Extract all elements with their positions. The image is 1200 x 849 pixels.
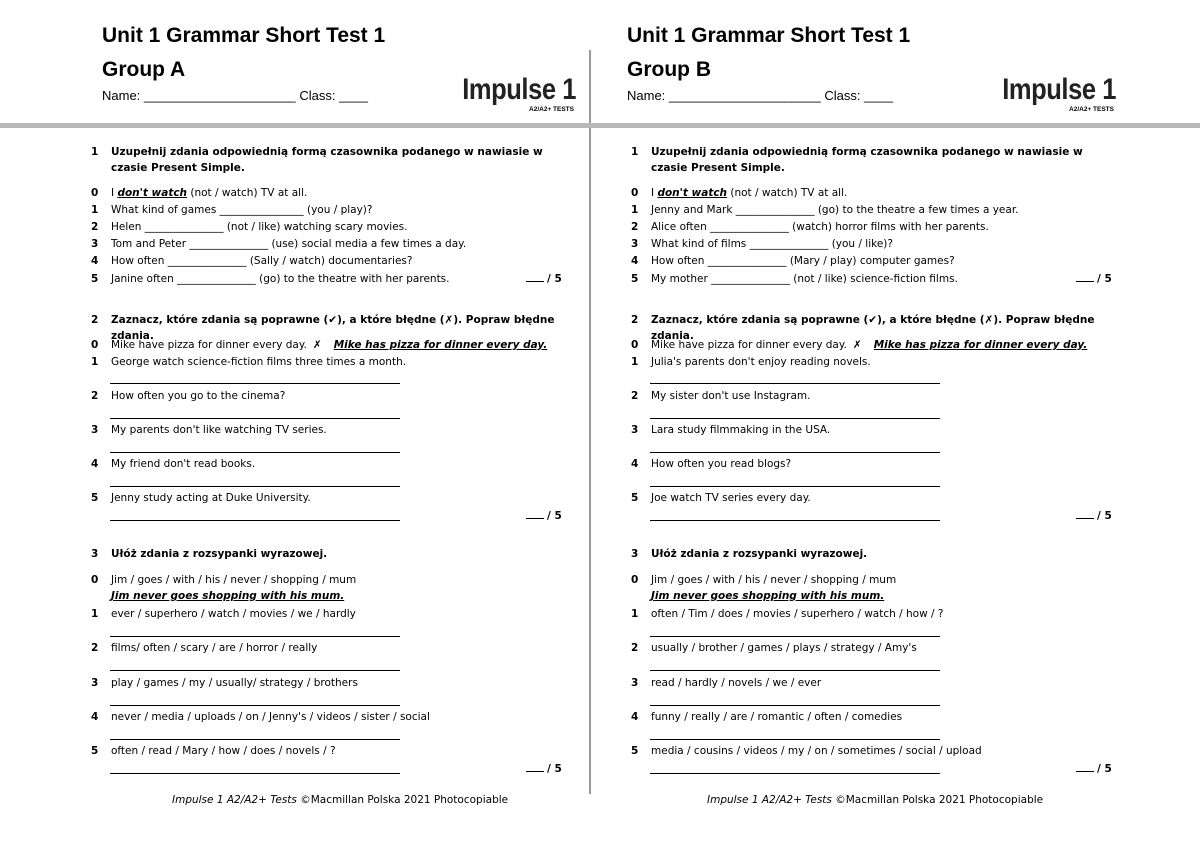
correction-item: George watch science-fiction films three times a month. xyxy=(111,356,407,368)
name-class-field[interactable]: Name: _____________________ Class: ____ xyxy=(627,88,893,103)
gap-fill-item[interactable]: My mother _______________ (not / like) science-fiction films. xyxy=(651,273,958,285)
item-number: 1 xyxy=(91,356,99,368)
score-box[interactable]: / 5 xyxy=(1076,762,1112,775)
item-number: 5 xyxy=(631,745,639,757)
score-box[interactable]: / 5 xyxy=(1076,272,1112,285)
score-box[interactable]: / 5 xyxy=(1076,509,1112,522)
scramble-item: media / cousins / videos / my / on / sometimes / social / upload xyxy=(651,745,982,757)
answer-line[interactable] xyxy=(110,486,400,487)
item-number: 5 xyxy=(91,745,99,757)
gap-fill-item[interactable]: How often _______________ (Sally / watch) documentaries? xyxy=(111,255,413,267)
score-box[interactable]: / 5 xyxy=(526,509,562,522)
gap-fill-item[interactable]: Jenny and Mark _______________ (go) to the theatre a few times a year. xyxy=(651,204,1019,216)
exercise-number: 1 xyxy=(631,146,639,158)
answer-line[interactable] xyxy=(110,705,400,706)
example-sentence: Mike have pizza for dinner every day. ✗ Mike has pizza for dinner every day. xyxy=(651,339,1088,351)
item-number: 4 xyxy=(91,711,99,723)
item-number: 5 xyxy=(631,273,639,285)
answer-line[interactable] xyxy=(650,383,940,384)
item-number: 5 xyxy=(91,273,99,285)
answer-line[interactable] xyxy=(110,418,400,419)
correction-item: How often you go to the cinema? xyxy=(111,390,286,402)
answer-line[interactable] xyxy=(650,636,940,637)
item-number: 2 xyxy=(91,221,99,233)
scramble-item: ever / superhero / watch / movies / we / hardly xyxy=(111,608,356,620)
item-number: 0 xyxy=(91,339,99,351)
example-prompt: Jim / goes / with / his / never / shopping / mum xyxy=(111,574,357,586)
example-answer: don't watch xyxy=(657,187,728,199)
score-box[interactable]: / 5 xyxy=(526,272,562,285)
item-number: 0 xyxy=(631,339,639,351)
item-number: 3 xyxy=(631,677,639,689)
correction-item: My sister don't use Instagram. xyxy=(651,390,811,402)
exercise-instruction: Ułóż zdania z rozsypanki wyrazowej. xyxy=(651,548,868,560)
logo-subtitle: A2/A2+ TESTS xyxy=(529,106,574,113)
footer-copyright: Impulse 1 A2/A2+ Tests ©Macmillan Polska 2021 Photocopiable xyxy=(707,794,1044,806)
item-number: 0 xyxy=(631,187,639,199)
scramble-item: funny / really / are / romantic / often / comedies xyxy=(651,711,903,723)
item-number: 3 xyxy=(91,424,99,436)
exercise-instruction: Uzupełnij zdania odpowiednią formą czasownika podanego w nawiasie w czasie Present Simple. xyxy=(111,146,543,174)
item-number: 2 xyxy=(91,390,99,402)
correction-item: My parents don't like watching TV series. xyxy=(111,424,327,436)
example-sentence: Mike have pizza for dinner every day. ✗ Mike has pizza for dinner every day. xyxy=(111,339,548,351)
logo-text: Impulse 1 xyxy=(462,73,576,106)
exercise-number: 2 xyxy=(91,314,99,326)
score-box[interactable]: / 5 xyxy=(526,762,562,775)
scramble-item: read / hardly / novels / we / ever xyxy=(651,677,822,689)
scramble-item: films/ often / scary / are / horror / really xyxy=(111,642,318,654)
item-number: 0 xyxy=(631,574,639,586)
item-number: 1 xyxy=(631,204,639,216)
correction-item: Julia's parents don't enjoy reading novels. xyxy=(651,356,871,368)
item-number: 1 xyxy=(91,608,99,620)
answer-line[interactable] xyxy=(650,670,940,671)
scramble-item: never / media / uploads / on / Jenny's / videos / sister / social xyxy=(111,711,430,723)
item-number: 3 xyxy=(91,238,99,250)
item-number: 2 xyxy=(631,390,639,402)
item-number: 2 xyxy=(631,642,639,654)
item-number: 1 xyxy=(91,204,99,216)
item-number: 3 xyxy=(631,424,639,436)
answer-line[interactable] xyxy=(650,705,940,706)
gap-fill-item[interactable]: Alice often _______________ (watch) horror films with her parents. xyxy=(651,221,989,233)
correction-item: My friend don't read books. xyxy=(111,458,256,470)
answer-line[interactable] xyxy=(650,739,940,740)
exercise-number: 3 xyxy=(631,548,639,560)
gap-fill-item[interactable]: Tom and Peter _______________ (use) social media a few times a day. xyxy=(111,238,467,250)
name-class-field[interactable]: Name: _____________________ Class: ____ xyxy=(102,88,368,103)
exercise-instruction: Zaznacz, które zdania są poprawne (✔), a które błędne (✗). Popraw błędne zdania. xyxy=(651,314,1095,342)
item-number: 4 xyxy=(631,255,639,267)
item-number: 1 xyxy=(631,356,639,368)
impulse-logo xyxy=(976,74,1116,114)
gap-fill-item[interactable]: What kind of games ________________ (you / play)? xyxy=(111,204,373,216)
example-answer: don't watch xyxy=(117,187,188,199)
exercise-instruction: Uzupełnij zdania odpowiednią formą czasownika podanego w nawiasie w czasie Present Simple. xyxy=(651,146,1083,174)
group-label: Group A xyxy=(102,58,186,81)
page-title: Unit 1 Grammar Short Test 1 xyxy=(627,24,911,47)
scramble-item: often / Tim / does / movies / superhero / watch / how / ? xyxy=(651,608,944,620)
example-answer: Jim never goes shopping with his mum. xyxy=(651,590,885,602)
item-number: 5 xyxy=(631,492,639,504)
correction-item: Jenny study acting at Duke University. xyxy=(111,492,311,504)
answer-line[interactable] xyxy=(650,486,940,487)
example-sentence: I don't watch (not / watch) TV at all. xyxy=(651,187,848,199)
answer-line[interactable] xyxy=(110,383,400,384)
example-prompt: Jim / goes / with / his / never / shopping / mum xyxy=(651,574,897,586)
correction-item: Joe watch TV series every day. xyxy=(651,492,811,504)
group-label: Group B xyxy=(627,58,711,81)
cross-icon: ✗ xyxy=(852,339,862,351)
exercise-instruction: Zaznacz, które zdania są poprawne (✔), a które błędne (✗). Popraw błędne zdania. xyxy=(111,314,555,342)
answer-line[interactable] xyxy=(650,773,940,774)
item-number: 1 xyxy=(631,608,639,620)
item-number: 5 xyxy=(91,492,99,504)
scramble-item: play / games / my / usually/ strategy / brothers xyxy=(111,677,358,689)
item-number: 0 xyxy=(91,574,99,586)
example-sentence: I don't watch (not / watch) TV at all. xyxy=(111,187,308,199)
item-number: 4 xyxy=(631,711,639,723)
item-number: 4 xyxy=(631,458,639,470)
item-number: 4 xyxy=(91,255,99,267)
example-answer: Mike has pizza for dinner every day. xyxy=(873,339,1088,351)
gap-fill-item[interactable]: How often _______________ (Mary / play) computer games? xyxy=(651,255,955,267)
correction-item: How often you read blogs? xyxy=(651,458,792,470)
gap-fill-item[interactable]: What kind of films _______________ (you / like)? xyxy=(651,238,893,250)
answer-line[interactable] xyxy=(110,636,400,637)
answer-line[interactable] xyxy=(650,418,940,419)
answer-line[interactable] xyxy=(110,670,400,671)
answer-line[interactable] xyxy=(650,520,940,521)
scramble-item: usually / brother / games / plays / strategy / Amy's xyxy=(651,642,917,654)
logo-subtitle: A2/A2+ TESTS xyxy=(1069,106,1114,113)
exercise-number: 1 xyxy=(91,146,99,158)
page-title: Unit 1 Grammar Short Test 1 xyxy=(102,24,386,47)
scramble-item: often / read / Mary / how / does / novels / ? xyxy=(111,745,336,757)
test-page-group-b xyxy=(540,0,1140,849)
footer-copyright: Impulse 1 A2/A2+ Tests ©Macmillan Polska 2021 Photocopiable xyxy=(172,794,509,806)
gap-fill-item[interactable]: Janine often _______________ (go) to the theatre with her parents. xyxy=(111,273,450,285)
exercise-number: 2 xyxy=(631,314,639,326)
example-answer: Mike has pizza for dinner every day. xyxy=(333,339,548,351)
example-answer: Jim never goes shopping with his mum. xyxy=(111,590,345,602)
item-number: 0 xyxy=(91,187,99,199)
logo-text: Impulse 1 xyxy=(1002,73,1116,106)
item-number: 4 xyxy=(91,458,99,470)
item-number: 3 xyxy=(631,238,639,250)
answer-line[interactable] xyxy=(110,520,400,521)
cross-icon: ✗ xyxy=(312,339,322,351)
correction-item: Lara study filmmaking in the USA. xyxy=(651,424,831,436)
answer-line[interactable] xyxy=(110,452,400,453)
answer-line[interactable] xyxy=(110,739,400,740)
answer-line[interactable] xyxy=(650,452,940,453)
answer-line[interactable] xyxy=(110,773,400,774)
item-number: 2 xyxy=(91,642,99,654)
item-number: 3 xyxy=(91,677,99,689)
gap-fill-item[interactable]: Helen _______________ (not / like) watching scary movies. xyxy=(111,221,408,233)
exercise-number: 3 xyxy=(91,548,99,560)
item-number: 2 xyxy=(631,221,639,233)
exercise-instruction: Ułóż zdania z rozsypanki wyrazowej. xyxy=(111,548,328,560)
